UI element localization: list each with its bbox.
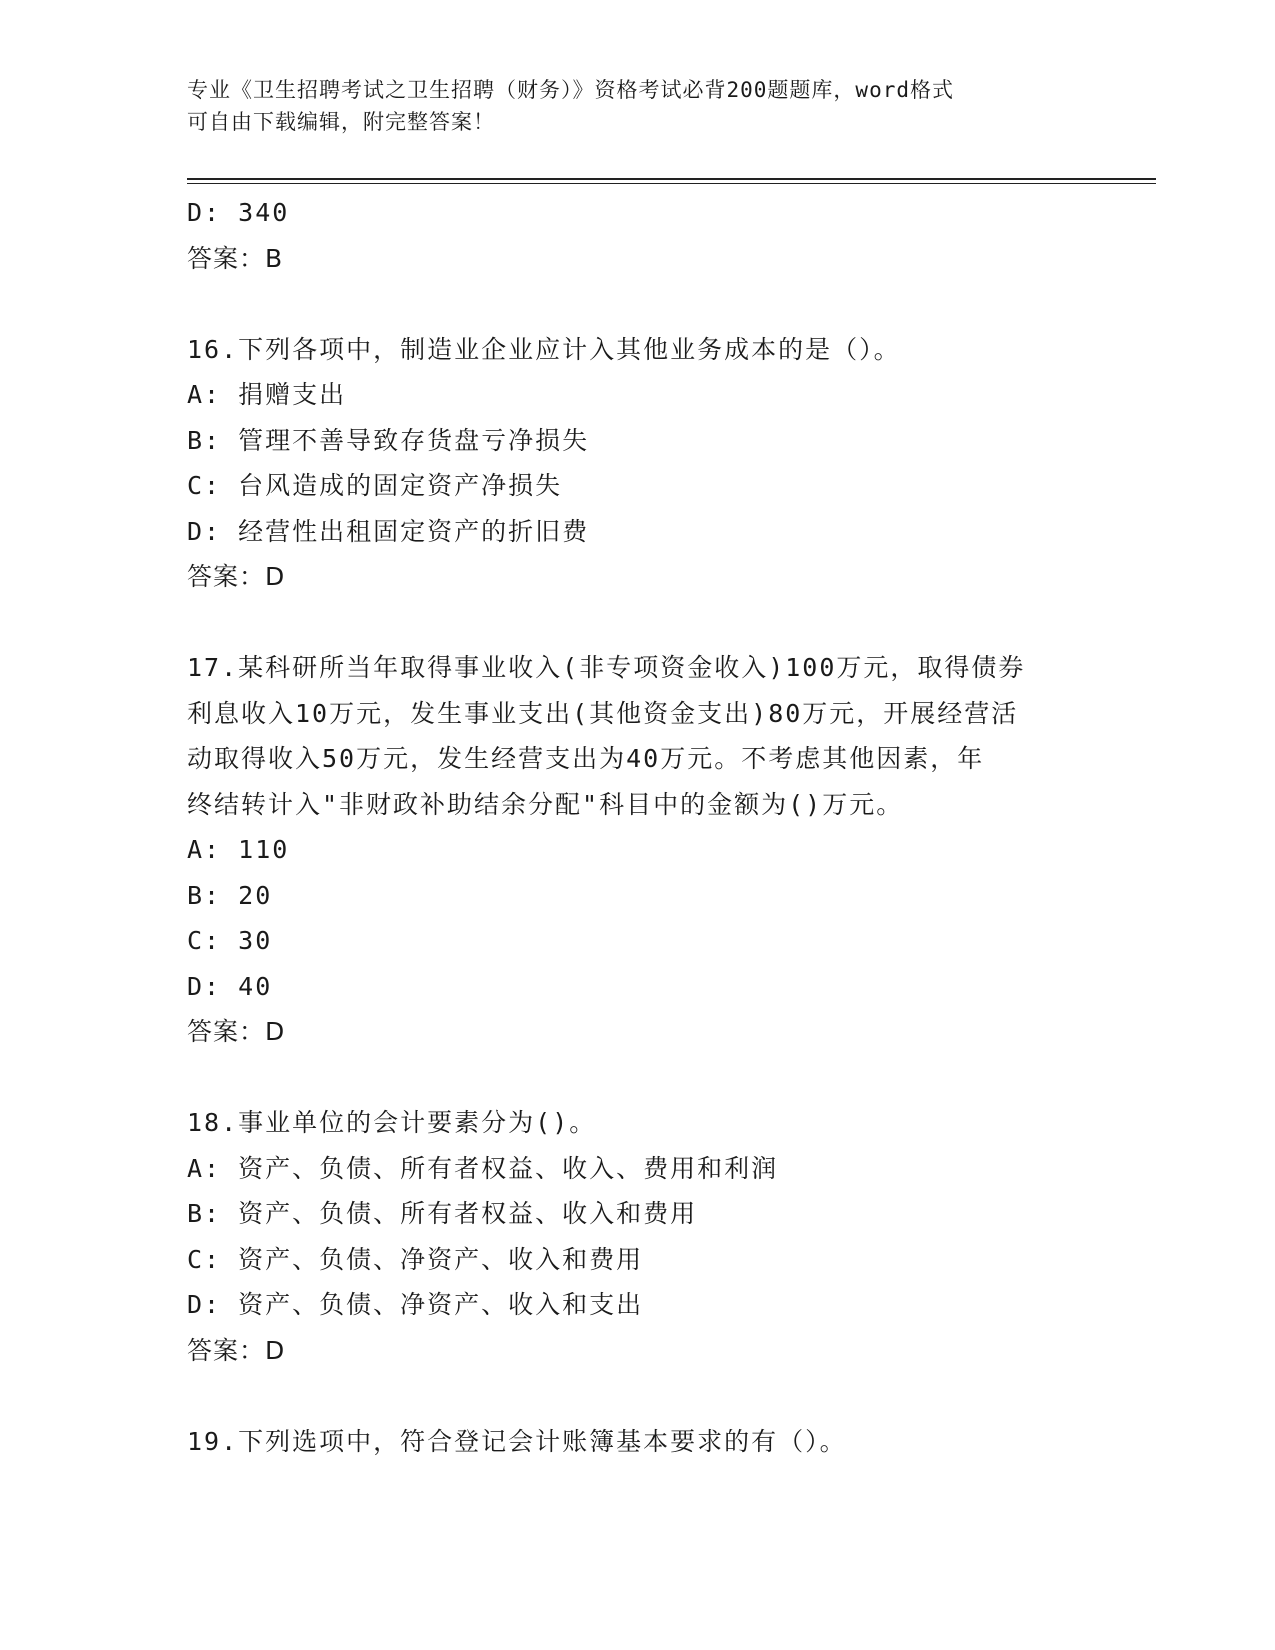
- option-c: C: 资产、负债、净资产、收入和费用: [187, 1244, 644, 1274]
- option-d: D: 340: [187, 198, 290, 227]
- document-body: [187, 190, 1087, 1464]
- option-b: B: 资产、负债、所有者权益、收入和费用: [187, 1199, 698, 1228]
- question-16: [187, 327, 1087, 600]
- option-a: A: 110: [187, 835, 290, 864]
- question-19: [187, 1419, 1087, 1465]
- question-stem: 19.下列选项中，符合登记会计账簿基本要求的有（）。: [187, 1426, 847, 1456]
- option-d: D: 资产、负债、净资产、收入和支出: [187, 1290, 644, 1319]
- header-title-line-1: 专业《卫生招聘考试之卫生招聘（财务）》资格考试必背200题题库，word格式: [187, 78, 954, 102]
- question-15-tail: [187, 190, 1087, 281]
- question-17: [187, 645, 1087, 1055]
- spacer: [187, 1055, 1087, 1101]
- option-c: C: 30: [187, 926, 273, 955]
- option-b: B: 管理不善导致存货盘亏净损失: [187, 425, 590, 455]
- answer-line: 答案：D: [187, 562, 286, 591]
- header-divider-thick: [187, 178, 1156, 180]
- question-stem: 16.下列各项中，制造业企业应计入其他业务成本的是（）。: [187, 334, 901, 364]
- question-stem: 18.事业单位的会计要素分为()。: [187, 1108, 597, 1137]
- spacer: [187, 600, 1087, 646]
- option-a: A: 捐赠支出: [187, 380, 347, 409]
- header-title-line-2: 可自由下载编辑，附完整答案！: [187, 110, 495, 134]
- header-divider-thin: [187, 183, 1156, 184]
- answer-line: 答案：D: [187, 1017, 286, 1046]
- option-d: D: 40: [187, 971, 273, 1001]
- question-stem-line-2: 利息收入10万元，发生事业支出(其他资金支出)80万元，开展经营活: [187, 698, 1019, 728]
- spacer: [187, 1373, 1087, 1419]
- option-c: C: 台风造成的固定资产净损失: [187, 471, 563, 500]
- option-a: A: 资产、负债、所有者权益、收入、费用和利润: [187, 1153, 779, 1183]
- question-stem-line-1: 17.某科研所当年取得事业收入(非专项资金收入)100万元，取得债券: [187, 653, 1026, 682]
- answer-line: 答案：D: [187, 1335, 286, 1365]
- question-stem-line-4: 终结转计入"非财政补助结余分配"科目中的金额为()万元。: [187, 789, 904, 819]
- spacer: [187, 281, 1087, 327]
- answer-line: 答案：B: [187, 243, 284, 273]
- question-stem-line-3: 动取得收入50万元，发生经营支出为40万元。不考虑其他因素，年: [187, 744, 985, 773]
- question-18: [187, 1100, 1087, 1373]
- option-b: B: 20: [187, 880, 273, 910]
- document-header: [187, 74, 1087, 138]
- option-d: D: 经营性出租固定资产的折旧费: [187, 516, 590, 546]
